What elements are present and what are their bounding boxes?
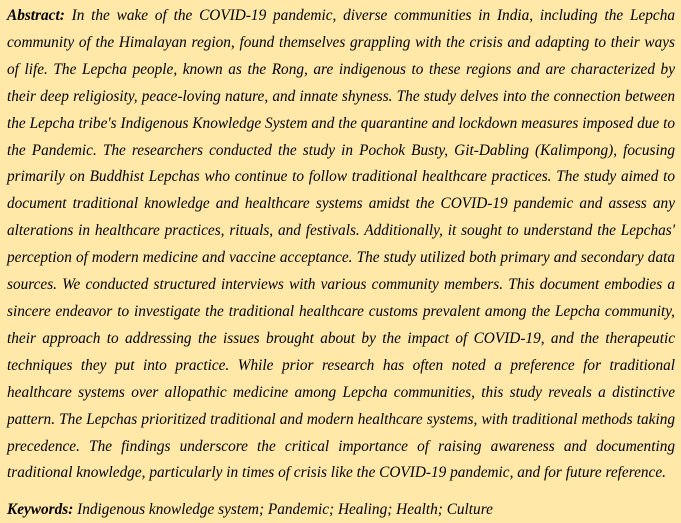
abstract-paragraph [7, 3, 675, 487]
abstract-text: In the wake of the COVID-19 pandemic, diverse communities in India, including the Lepcha community of the Himalayan region, found themselves grappling with the crisis and adapting to their ways of life. The Lepcha people, known as the Rong, are indigenous to these regions and are characterized by their deep religiosity, peace-loving nature, and innate shyness. The study delves into the connection between the Lepcha tribe's Indigenous Knowledge System and the quarantine and lockdown measures imposed due to the Pandemic. The researchers conducted the study in Pochok Busty, Git-Dabling (Kalimpong), focusing primarily on Buddhist Lepchas who continue to follow traditional healthcare practices. The study aimed to document traditional knowledge and healthcare systems amidst the COVID-19 pandemic and assess any alterations in healthcare practices, rituals, and festivals. Additionally, it sought to understand the Lepchas' perception of modern medicine and vaccine acceptance. The study utilized both primary and secondary data sources. We conducted structured interviews with various community members. This document embodies a sincere endeavor to investigate the traditional healthcare customs prevalent among the Lepcha community, their approach to addressing the issues brought about by the impact of COVID-19, and the therapeutic techniques they put into practice. While prior research has often noted a preference for traditional healthcare systems over allopathic medicine among Lepcha communities, this study reveals a distinctive pattern. The Lepchas prioritized traditional and modern healthcare systems, with traditional methods taking precedence. The findings underscore the critical importance of raising awareness and documenting traditional knowledge, particularly in times of crisis like the COVID-19 pandemic, and for future reference. [7, 7, 675, 482]
keywords-text: Indigenous knowledge system; Pandemic; Healing; Health; Culture [77, 501, 493, 519]
keywords-label: Keywords: [7, 501, 74, 519]
keywords-paragraph [7, 497, 675, 523]
abstract-label: Abstract: [7, 7, 65, 24]
